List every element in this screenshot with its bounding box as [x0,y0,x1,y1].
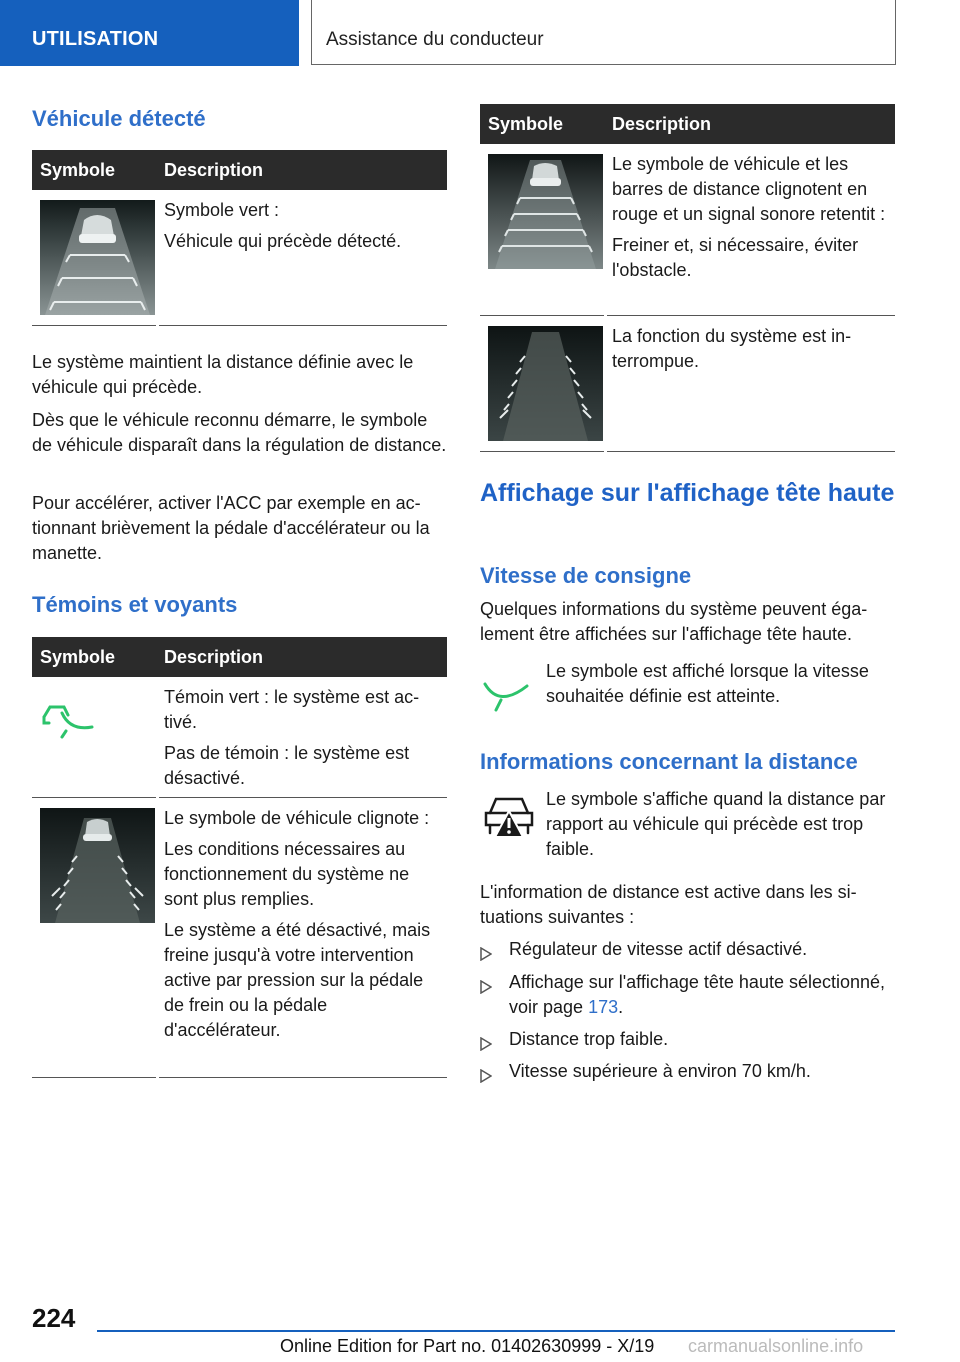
page-link[interactable]: 173 [588,997,619,1017]
footer-edition: Online Edition for Part no. 01402630999 - X/19 [280,1336,655,1356]
speed-reached-icon [481,668,531,719]
radar-vehicle-image [40,200,155,315]
watermark: carmanualsonline.info [688,1336,864,1356]
section-title-vehicle-detected: Véhicule détecté [32,106,206,131]
bullet-triangle-icon [480,1033,492,1058]
column-header-description: Description [612,114,712,134]
list-item-text: Distance trop faible. [509,1029,669,1049]
column-header-symbol: Symbole [40,160,116,180]
section-title-target-speed: Vitesse de consigne [480,563,692,588]
description-line: Les conditions nécessaires au fonctionnement du système ne sont plus remplies. [164,839,410,909]
list-item-text-part: Affichage sur l'affichage tête haute sélectionné, voir page [509,972,886,1017]
footer-divider [97,1330,895,1332]
speed-symbol-text: Le symbole est affiché lorsque la vitesse souhaitée définie est atteinte. [546,661,869,706]
list-item-text [509,970,899,1020]
page-number: 224 [32,1303,76,1333]
table-row [32,798,447,1078]
list-item-text: Vitesse supérieure à environ 70 km/h. [509,1061,811,1081]
paragraph: L'information de distance est active dans les situations suivantes : [480,882,857,927]
column-header-symbol: Symbole [488,114,564,134]
paragraph: Quelques informations du système peuvent également être affichées sur l'affichage tête haute. [480,599,868,644]
row-description [164,806,444,1049]
list-item-text-part: . [618,997,624,1017]
column-header-symbol: Symbole [40,647,116,667]
section-title-hud: Affichage sur l'affichage tête haute [480,479,895,507]
bullet-triangle-icon [480,943,492,968]
row-description [612,324,892,380]
section-title-distance-info: Informations concernant la distance [480,749,858,774]
bullet-triangle-icon [480,1065,492,1090]
distance-symbol-text: Le symbole s'affiche quand la distance par rapport au véhicule qui précède est trop faible. [546,789,886,859]
bullet-triangle-icon [480,976,492,1001]
header-chapter-tab [311,0,896,65]
header-section-label: UTILISATION [32,28,159,50]
table-distance-symbols [480,104,895,452]
column-header-description: Description [164,160,264,180]
table-indicators [32,637,447,1078]
list-item-text: Régulateur de vitesse actif désactivé. [509,939,808,959]
description-line: Témoin vert : le système est activé. [164,687,420,732]
paragraph: Le système maintient la distance définie avec le véhicule qui précède. [32,352,414,397]
header-section-tab [0,0,299,66]
row-description [164,685,444,797]
table-header [480,104,895,144]
acc-indicator-green-icon [40,699,96,744]
table-vehicle-detected [32,150,447,326]
table-row [480,144,895,316]
vehicle-flashing-image [40,808,155,923]
section-title-indicators: Témoins et voyants [32,592,238,617]
description-line: Le système a été désactivé, mais freine jusqu'à votre intervention active par pression sur la pédale de frein ou la pédale d'accélérateur. [164,920,431,1040]
paragraph: Dès que le véhicule reconnu démarre, le symbole de véhicule disparaît dans la régulation de distance. [32,410,447,455]
distance-warning-icon [482,793,536,848]
description-line: Freiner et, si nécessaire, éviter l'obstacle. [612,235,859,280]
description-line: Véhicule qui précède détecté. [164,231,402,251]
description-line: Le symbole de véhicule clignote : [164,808,430,828]
table-row [32,677,447,798]
table-header [32,637,447,677]
table-row [32,190,447,326]
column-header-description: Description [164,647,264,667]
row-description [612,152,892,289]
header-chapter-label: Assistance du conducteur [326,29,544,50]
system-interrupted-image [488,326,603,441]
paragraph: Pour accélérer, activer l'ACC par exemple en actionnant brièvement la pédale d'accélérateur ou la manette. [32,493,430,563]
table-header [32,150,447,190]
table-row [480,316,895,452]
description-line: Pas de témoin : le système est désactivé. [164,743,410,788]
vehicle-red-bars-image [488,154,603,269]
description-line: Symbole vert : [164,200,280,220]
row-description [164,198,444,260]
description-line: La fonction du système est interrompue. [612,326,852,371]
description-line: Le symbole de véhicule et les barres de distance clignotent en rouge et un signal sonore retentit : [612,154,886,224]
